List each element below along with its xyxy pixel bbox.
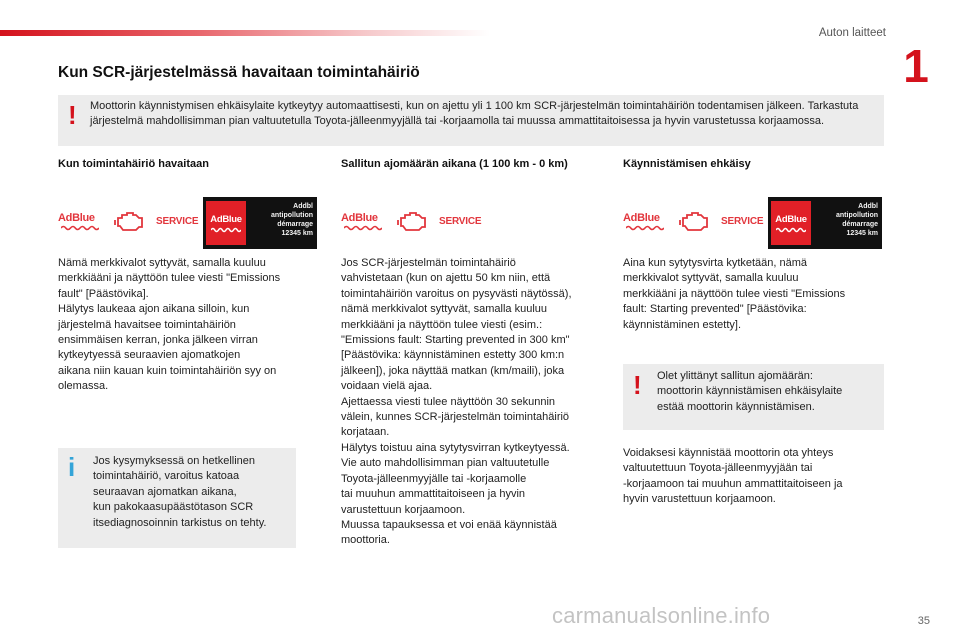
watermark: carmanualsonline.info: [552, 603, 771, 628]
page-title: Kun SCR-järjestelmässä havaitaan toimintahäiriö: [58, 64, 420, 81]
top-warning-box: [58, 95, 884, 146]
column-body-detected: Nämä merkkivalot syttyvät, samalla kuuluu merkkiääni ja näyttöön tulee viesti "Emissions fault" [Päästövika]. Hälytys laukeaa ajon aikana silloin, kun järjestelmä havaitsee toimintahäiriön ensimmäisen kerran, jonka jälkeen virran kytkeytyessä seuraavien ajomatkojen aikana niin kauan kuin toimintahäiriön syy on olemassa.: [58, 257, 281, 393]
adblue-warning-icon: AdBlue: [623, 212, 667, 234]
engine-warning-icon: [397, 209, 427, 233]
info-icon: i: [68, 452, 76, 482]
chapter-number: 1: [903, 40, 929, 92]
engine-warning-icon: [679, 209, 709, 233]
limit-warning-box: [623, 364, 884, 430]
limit-warning-text: Olet ylittänyt sallitun ajomäärän: moottorin käynnistämisen ehkäisylaite estää moottorin käynnistämisen.: [657, 370, 843, 413]
display-message: Addbl antipollution démarrage 12345 km: [271, 203, 313, 237]
top-warning-text: Moottorin käynnistymisen ehkäisylaite kytkeytyy automaattisesti, kun on ajettu yli 1 100 km SCR-järjestelmän toimintahäiriön todentamisen jälkeen. Tarkastuta järjestelmä mahdollisimman pian valtuutetulla Toyota-jälleenmyyjällä tai -korjaamolla tai muussa ammattitaitoisessa ja hyvin varustetussa korjaamossa.: [90, 100, 859, 127]
service-warning-icon: SERVICE: [156, 216, 199, 227]
column-body-start-prevention-contact: Voidaksesi käynnistää moottorin ota yhteys valtuutettuun Toyota-jälleenmyyjään tai -korjaamoon tai muuhun ammattitaitoiseen ja hyvin varustettuun korjaamoon.: [623, 447, 843, 506]
header-accent-line: [0, 30, 490, 36]
column-body-start-prevention: Aina kun sytytysvirta kytketään, nämä merkkivalot syttyvät, samalla kuuluu merkkiääni ja näyttöön tulee viesti "Emissions fault: Starting prevented" [Päästövika: käynnistäminen estetty].: [623, 257, 846, 331]
adblue-warning-icon: AdBlue: [58, 212, 102, 234]
instrument-display: [768, 197, 882, 249]
column-title-start-prevention: Käynnistämisen ehkäisy: [623, 158, 751, 170]
column-title-allowed-distance: Sallitun ajomäärän aikana (1 100 km - 0 km): [341, 158, 568, 170]
service-warning-icon: SERVICE: [721, 216, 764, 227]
indicator-row-detected: [58, 197, 318, 249]
column-title-detected: Kun toimintahäiriö havaitaan: [58, 158, 209, 170]
info-note-text: Jos kysymyksessä on hetkellinen toimintahäiriö, varoitus katoaa seuraavan ajomatkan aikana, kun pakokaasupäästötason SCR itsediagnosoinnin tarkistus on tehty.: [93, 455, 267, 529]
adblue-warning-icon: AdBlue: [341, 212, 385, 234]
engine-warning-icon: [114, 209, 144, 233]
info-note-box: [58, 448, 296, 548]
page-number: 35: [917, 615, 930, 627]
instrument-display: [203, 197, 317, 249]
display-adblue-icon: AdBlue: [206, 201, 246, 245]
indicator-row-start-prevention: [623, 197, 883, 249]
display-message: Addbl antipollution démarrage 12345 km: [836, 203, 878, 237]
column-body-allowed-distance: Jos SCR-järjestelmän toimintahäiriö vahvistetaan (kun on ajettu 50 km niin, että toimintahäiriön varoitus on pysyvästi näytössä), nämä merkkivalot syttyvät, samalla kuuluu merkkiääni ja näyttöön tulee viesti (esim.: "Emissions fault: Starting prevented in 300 km" [Päästövika: käynnistäminen estetty 300 km:n jälkeen]), joka näyttää matkan (km/maili), joka voidaan vielä ajaa. Ajettaessa viesti tulee näyttöön 30 sekunnin välein, kunnes SCR-järjestelmän toimintahäiriö korjataan. Hälytys toistuu aina sytytysvirran kytkeytyessä. Vie auto mahdollisimman pian valtuutetulle Toyota-jälleenmyyjälle tai -korjaamolle tai muuhun ammattitaitoiseen ja hyvin varustettuun korjaamoon. Muussa tapauksessa et voi enää käynnistää moottoria.: [341, 257, 572, 547]
indicator-row-allowed-distance: [341, 197, 601, 249]
display-adblue-icon: AdBlue: [771, 201, 811, 245]
section-name: Auton laitteet: [818, 27, 886, 39]
service-warning-icon: SERVICE: [439, 216, 482, 227]
exclamation-icon: !: [633, 370, 642, 400]
exclamation-icon: !: [68, 100, 77, 130]
